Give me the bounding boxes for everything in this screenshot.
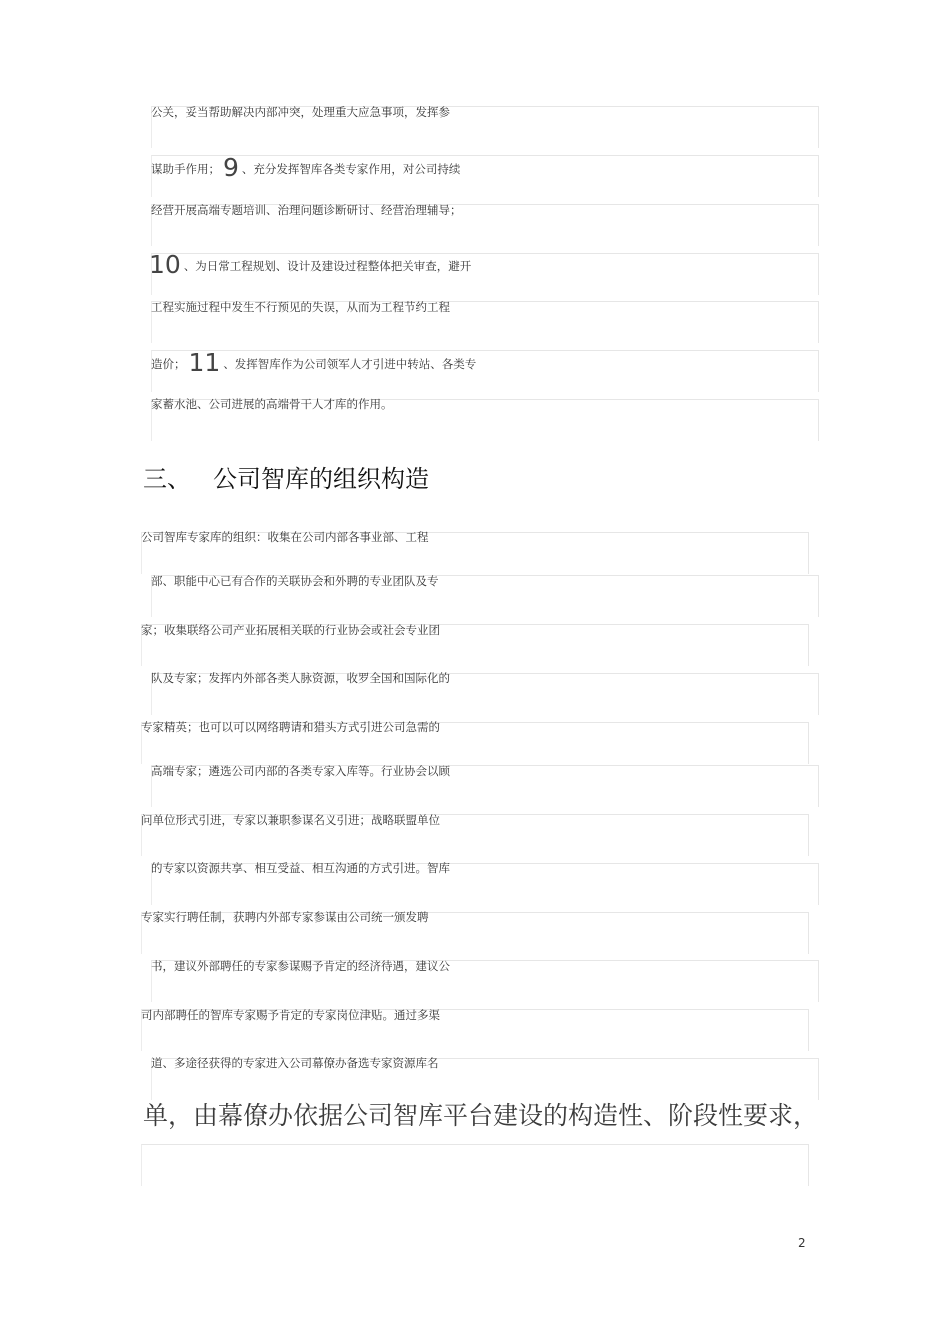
line-text: 谋助手作用； <box>151 162 220 176</box>
paragraph-line: 家蓄水池、公司进展的高端骨干人才库的作用。 <box>151 397 393 411</box>
section-heading <box>143 462 429 496</box>
line-text: 、发挥智库作为公司领军人才引进中转站、各类专 <box>223 357 477 371</box>
paragraph-line: 问单位形式引进，专家以兼职参谋名义引进；战略联盟单位 <box>141 813 440 827</box>
item-number: 11 <box>188 348 221 377</box>
text-frame <box>141 1144 809 1186</box>
line-text: 、为日常工程规划、设计及建设过程整体把关审查，避开 <box>183 259 472 273</box>
paragraph-line: 道、多途径获得的专家进入公司幕僚办备选专家资源库名 <box>151 1056 439 1070</box>
paragraph-line: 部、职能中心已有合作的关联协会和外聘的专业团队及专 <box>151 574 439 588</box>
paragraph-line: 司内部聘任的智库专家赐予肯定的专家岗位津贴。通过多渠 <box>141 1008 440 1022</box>
item-number: 10 <box>149 250 181 279</box>
paragraph-line <box>151 348 477 377</box>
paragraph-line: 工程实施过程中发生不行预见的失误，从而为工程节约工程 <box>151 300 450 314</box>
paragraph-line: 公关，妥当帮助解决内部冲突，处理重大应急事项，发挥参 <box>151 105 450 119</box>
item-number: 9 <box>223 153 239 182</box>
heading-number: 三、 <box>143 465 191 493</box>
paragraph-line: 家；收集联络公司产业拓展相关联的行业协会或社会专业团 <box>141 623 440 637</box>
paragraph-line <box>149 250 472 279</box>
paragraph-line: 专家精英；也可以可以网络聘请和猎头方式引进公司急需的 <box>141 720 440 734</box>
paragraph-line: 队及专家；发挥内外部各类人脉资源，收罗全国和国际化的 <box>151 671 450 685</box>
paragraph-line: 书，建议外部聘任的专家参谋赐予肯定的经济待遇，建议公 <box>151 959 450 973</box>
large-paragraph-line: 单，由幕僚办依据公司智库平台建设的构造性、阶段性要求， <box>143 1101 819 1130</box>
heading-title: 公司智库的组织构造 <box>213 465 429 493</box>
paragraph-line <box>151 153 461 182</box>
paragraph-line: 专家实行聘任制，获聘内外部专家参谋由公司统一颁发聘 <box>141 910 429 924</box>
page-number: 2 <box>798 1236 806 1250</box>
paragraph-line: 经营开展高端专题培训、治理问题诊断研讨、经营治理辅导； <box>151 203 462 217</box>
line-text: 、充分发挥智库各类专家作用，对公司持续 <box>241 162 461 176</box>
line-text: 造价； <box>151 357 186 371</box>
paragraph-line: 公司智库专家库的组织：收集在公司内部各事业部、工程 <box>141 530 429 544</box>
paragraph-line: 高端专家；遴选公司内部的各类专家入库等。行业协会以顾 <box>151 764 450 778</box>
paragraph-line: 的专家以资源共享、相互受益、相互沟通的方式引进。智库 <box>151 861 450 875</box>
